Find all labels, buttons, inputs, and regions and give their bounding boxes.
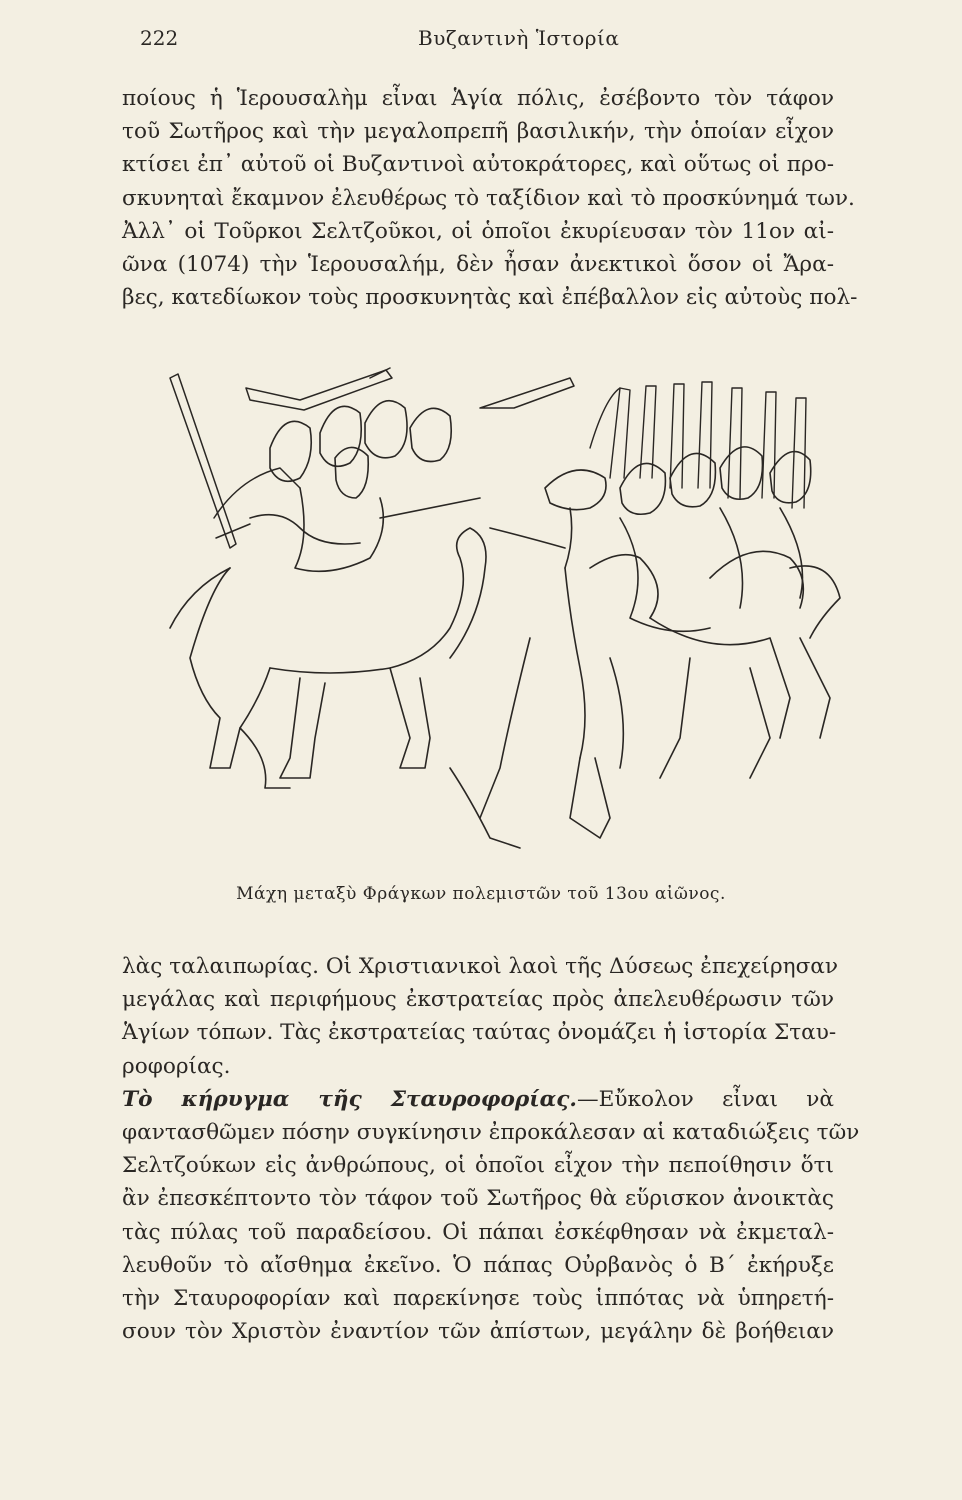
running-title: Βυζαντινὴ Ἱστορία	[418, 26, 620, 50]
right-knights	[620, 447, 811, 631]
text-line: λευθοῦν τὸ αἴσθημα ἐκεῖνο. Ὁ πάπας Οὐρβανὸς ὁ Β´ ἐκήρυξε	[122, 1252, 834, 1278]
text-line: σκυνηταὶ ἔκαμνον ἐλευθέρως τὸ ταξίδιον καὶ τὸ προσκύνημά των.	[122, 185, 855, 211]
text-line: ῶνα (1074) τὴν Ἱερουσαλήμ, δὲν ἦσαν ἀνεκτικοὶ ὅσον οἱ Ἄρα-	[122, 252, 834, 278]
text-line: μεγάλας καὶ περιφήμους ἐκστρατείας πρὸς ἀπελευθέρωσιν τῶν	[122, 987, 834, 1013]
text-line: σουν τὸν Χριστὸν ἐναντίον τῶν ἀπίστων, μεγάλην δὲ βοήθειαν	[122, 1319, 834, 1345]
section-heading-line	[122, 1083, 834, 1116]
heading-line-rest: —Εὔκολον εἶναι νὰ	[576, 1086, 834, 1112]
text-line: βες, κατεδίωκον τοὺς προσκυνητὰς καὶ ἐπέβαλλον εἰς αὐτοὺς πολ-	[122, 285, 858, 311]
center-knight	[450, 470, 610, 848]
battle-illustration	[150, 338, 850, 878]
text-line: κτίσει ἐπ᾽ αὐτοῦ οἱ Βυζαντινοὶ αὐτοκράτορες, καὶ οὕτως οἱ προ-	[122, 152, 834, 178]
text-line: φαντασθῶμεν πόσην συγκίνησιν ἐπροκάλεσαν αἱ καταδιώξεις τῶν	[122, 1120, 860, 1146]
text-line: Ἁγίων τόπων. Τὰς ἐκστρατείας ταύτας ὀνομάζει ἡ ἱστορία Σταυ-	[122, 1020, 837, 1046]
text-line: τοῦ Σωτῆρος καὶ τὴν μεγαλοπρεπῆ βασιλικήν, τὴν ὁποίαν εἶχον	[122, 119, 834, 145]
paragraph-2	[122, 950, 860, 1348]
right-horses	[590, 551, 840, 778]
section-heading: Τὸ κήρυγμα τῆς Σταυροφορίας.	[122, 1086, 577, 1112]
left-horse	[170, 528, 486, 788]
lances	[590, 382, 806, 508]
text-line: ποίους ἡ Ἱερουσαλὴμ εἶναι Ἁγία πόλις, ἐσέβοντο τὸν τάφον	[122, 86, 834, 111]
figure-caption: Μάχη μεταξὺ Φράγκων πολεμιστῶν τοῦ 13ου αἰῶνος.	[236, 884, 726, 904]
text-line: λὰς ταλαιπωρίας. Οἱ Χριστιανικοὶ λαοὶ τῆς Δύσεως ἐπεχείρησαν	[122, 954, 839, 979]
text-line: Σελτζούκων εἰς ἀνθρώπους, οἱ ὁποῖοι εἶχον τὴν πεποίθησιν ὅτι	[122, 1153, 834, 1179]
left-knights	[250, 401, 480, 572]
text-line: Ἀλλ᾽ οἱ Τοῦρκοι Σελτζοῦκοι, οἱ ὁποῖοι ἐκυρίευσαν τὸν 11ον αἰ-	[122, 218, 834, 244]
paragraph-1	[122, 82, 858, 314]
text-line: ροφορίας.	[122, 1053, 231, 1079]
page-number: 222	[140, 26, 179, 50]
text-line: ἂν ἐπεσκέπτοντο τὸν τάφον τοῦ Σωτῆρος θὰ εὕρισκον ἀνοικτὰς	[122, 1186, 834, 1212]
running-header	[118, 26, 844, 56]
text-line: τὴν Σταυροφορίαν καὶ παρεκίνησε τοὺς ἱππότας νὰ ὑπηρετή-	[122, 1286, 834, 1312]
swords	[170, 368, 574, 548]
text-line: τὰς πύλας τοῦ παραδείσου. Οἱ πάπαι ἐσκέφθησαν νὰ ἐκμεταλ-	[122, 1219, 834, 1245]
